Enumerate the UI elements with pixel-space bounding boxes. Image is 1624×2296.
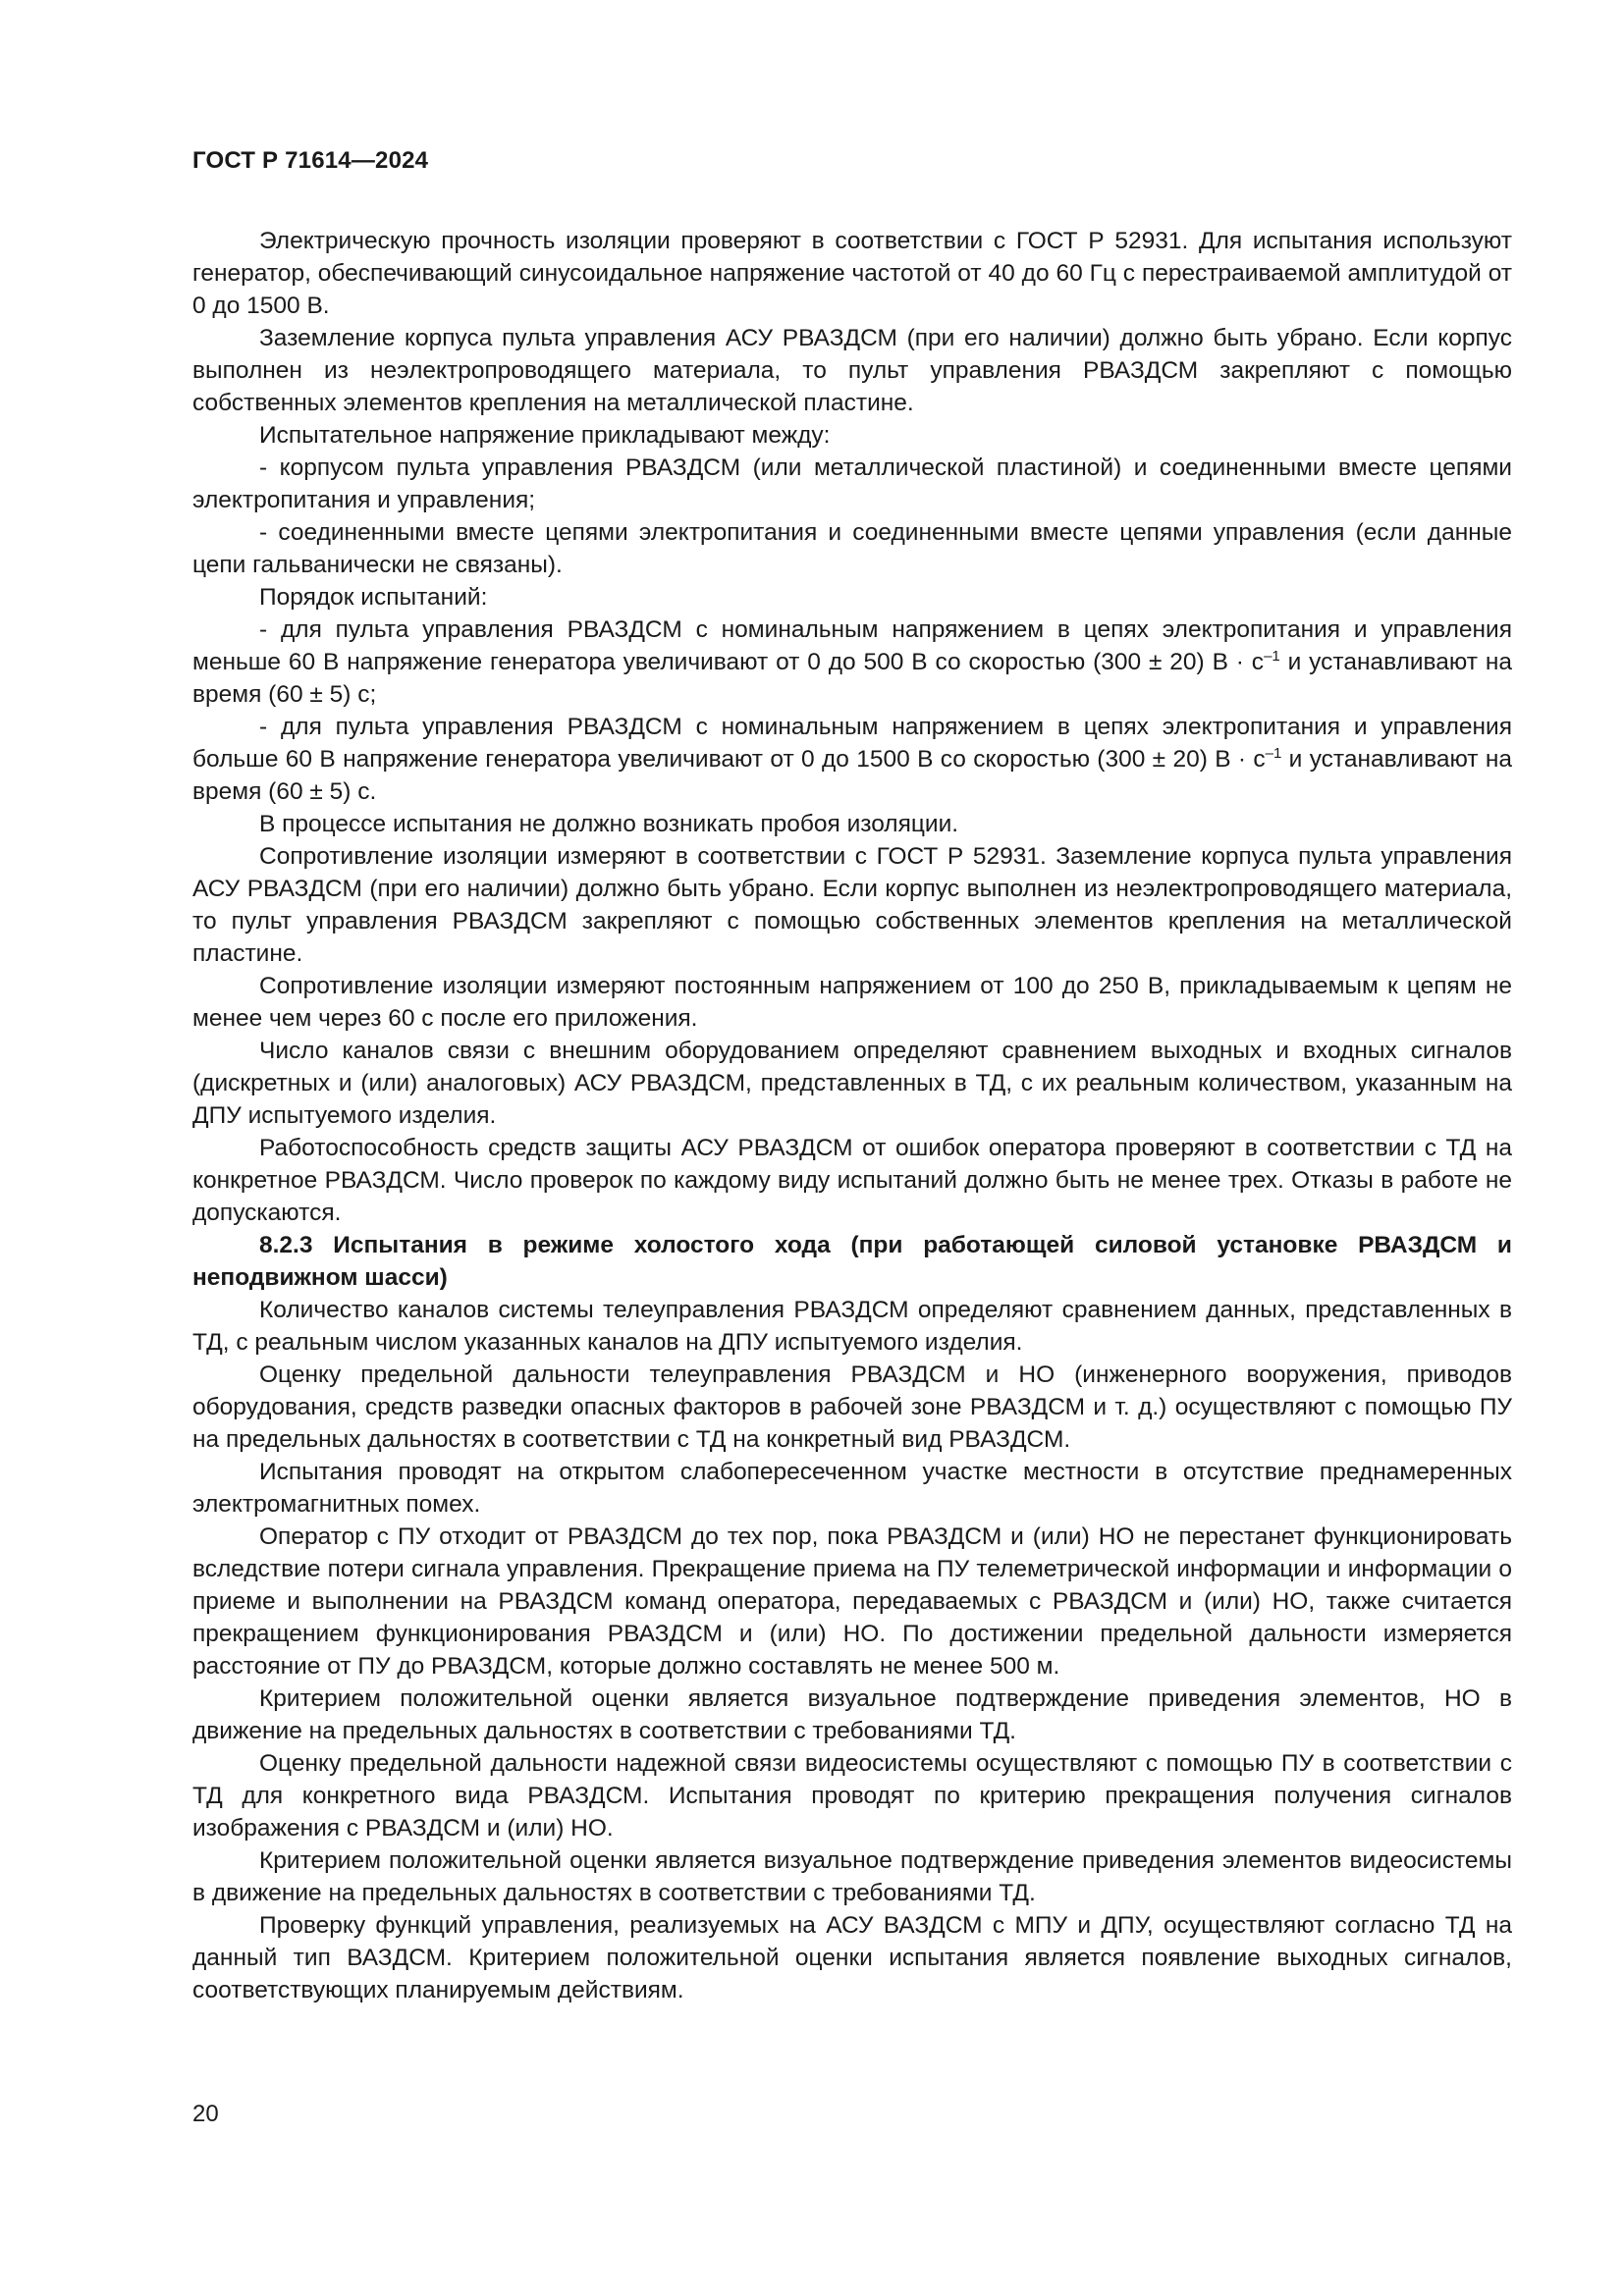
paragraph-positive-criterion-no: Критерием положительной оценки является визуальное подтверждение приведения элементов, НО в движение на предельных дальностях в соответствии с требованиями ТД.: [192, 1685, 1512, 1744]
paragraph-grounding: Заземление корпуса пульта управления АСУ РВАЗДСМ (при его наличии) должно быть убрано. Если корпус выполнен из неэлектропроводящего материала, то пульт управления РВАЗДСМ закрепляют с помощью собственных элементов крепления на металлической пластине.: [192, 325, 1512, 416]
paragraph-no-breakdown: В процессе испытания не должно возникать пробоя изоляции.: [259, 811, 959, 837]
paragraph-insulation-resistance: Сопротивление изоляции измеряют в соответствии с ГОСТ Р 52931. Заземление корпуса пульта управления АСУ РВАЗДСМ (при его наличии) должно быть убрано. Если корпус выполнен из неэлектропроводящего материала, то пульт управления РВАЗДСМ закрепляют с помощью собственных элементов крепления на металлической пластине.: [192, 843, 1512, 967]
list-item-below-60v: [192, 614, 1512, 711]
list-item-power-to-control: - соединенными вместе цепями электропитания и соединенными вместе цепями управления (если данные цепи гальванически не связаны).: [192, 519, 1512, 578]
list-item-above-60v-tail: и устанавливают на время (60 ± 5) с.: [192, 746, 1512, 805]
paragraph-operator-error-protection: Работоспособность средств защиты АСУ РВАЗДСМ от ошибок оператора проверяют в соответствии с ТД на конкретное РВАЗДСМ. Число проверок по каждому виду испытаний должно быть не менее трех. Отказы в работе не допускаются.: [192, 1135, 1512, 1226]
paragraph-telecontrol-channels: Количество каналов системы телеуправления РВАЗДСМ определяют сравнением данных, представленных в ТД, с реальным числом указанных каналов на ДПУ испытуемого изделия.: [192, 1297, 1512, 1356]
list-item-above-60v-text: - для пульта управления РВАЗДСМ с номинальным напряжением в цепях электропитания и управления больше 60 В напряжение генератора увеличивают от 0 до 1500 В со скоростью (300 ± 20) В · с: [192, 714, 1512, 773]
paragraph-channel-count: Число каналов связи с внешним оборудованием определяют сравнением выходных и входных сигналов (дискретных и (или) аналоговых) АСУ РВАЗДСМ, представленных в ТД, с их реальным количеством, указанным на ДПУ испытуемого изделия.: [192, 1038, 1512, 1129]
document-code-header: ГОСТ Р 71614—2024: [192, 147, 429, 174]
paragraph-range-assessment: Оценку предельной дальности телеуправления РВАЗДСМ и НО (инженерного вооружения, приводов оборудования, средств разведки опасных факторов в рабочей зоне РВАЗДСМ и т. д.) осуществляют с помощью ПУ на предельных дальностях в соответствии с ТД на конкретный вид РВАЗДСМ.: [192, 1362, 1512, 1453]
paragraph-positive-criterion-video: Критерием положительной оценки является визуальное подтверждение приведения элементов видеосистемы в движение на предельных дальностях в соответствии с требованиями ТД.: [192, 1847, 1512, 1906]
page-number: 20: [192, 2101, 219, 2127]
unit-exponent: –1: [1264, 648, 1280, 665]
paragraph-test-voltage-applied: Испытательное напряжение прикладывают между:: [259, 422, 831, 449]
paragraph-test-procedure: Порядок испытаний:: [259, 584, 488, 611]
paragraph-test-terrain: Испытания проводят на открытом слабопересеченном участке местности в отсутствие преднамеренных электромагнитных помех.: [192, 1459, 1512, 1518]
list-item-case-to-circuits: - корпусом пульта управления РВАЗДСМ (или металлической пластиной) и соединенными вместе цепями электропитания и управления;: [192, 454, 1512, 513]
list-item-above-60v: [192, 711, 1512, 808]
list-item-below-60v-text: - для пульта управления РВАЗДСМ с номинальным напряжением в цепях электропитания и управления меньше 60 В напряжение генератора увеличивают от 0 до 500 В со скоростью (300 ± 20) В · с: [192, 616, 1512, 675]
unit-exponent: –1: [1265, 745, 1282, 762]
paragraph-operator-moves-away: Оператор с ПУ отходит от РВАЗДСМ до тех пор, пока РВАЗДСМ и (или) НО не перестанет функционировать вследствие потери сигнала управления. Прекращение приема на ПУ телеметрической информации и информации о приеме и выполнении на РВАЗДСМ команд оператора, передаваемых с РВАЗДСМ и (или) НО, также считается прекращением функционирования РВАЗДСМ и (или) НО. По достижении предельной дальности измеряется расстояние от ПУ до РВАЗДСМ, которые должно составлять не менее 500 м.: [192, 1523, 1512, 1680]
paragraph-control-functions-check: Проверку функций управления, реализуемых на АСУ ВАЗДСМ с МПУ и ДПУ, осуществляют согласно ТД на данный тип ВАЗДСМ. Критерием положительной оценки испытания является появление выходных сигналов, соответствующих планируемым действиям.: [192, 1912, 1512, 2003]
paragraph-dielectric-strength: Электрическую прочность изоляции проверяют в соответствии с ГОСТ Р 52931. Для испытания используют генератор, обеспечивающий синусоидальное напряжение частотой от 40 до 60 Гц с перестраиваемой амплитудой от 0 до 1500 В.: [192, 228, 1512, 319]
paragraph-video-link-range: Оценку предельной дальности надежной связи видеосистемы осуществляют с помощью ПУ в соответствии с ТД для конкретного вида РВАЗДСМ. Испытания проводят по критерию прекращения получения сигналов изображения с РВАЗДСМ и (или) НО.: [192, 1750, 1512, 1842]
paragraph-resistance-measure-voltage: Сопротивление изоляции измеряют постоянным напряжением от 100 до 250 В, прикладываемым к цепям не менее чем через 60 с после его приложения.: [192, 973, 1512, 1032]
list-item-below-60v-tail: и устанавливают на время (60 ± 5) с;: [192, 649, 1512, 708]
section-heading-8-2-3: 8.2.3 Испытания в режиме холостого хода (при работающей силовой установке РВАЗДСМ и неподвижном шасси): [192, 1232, 1512, 1291]
page-body: [192, 225, 1512, 2006]
